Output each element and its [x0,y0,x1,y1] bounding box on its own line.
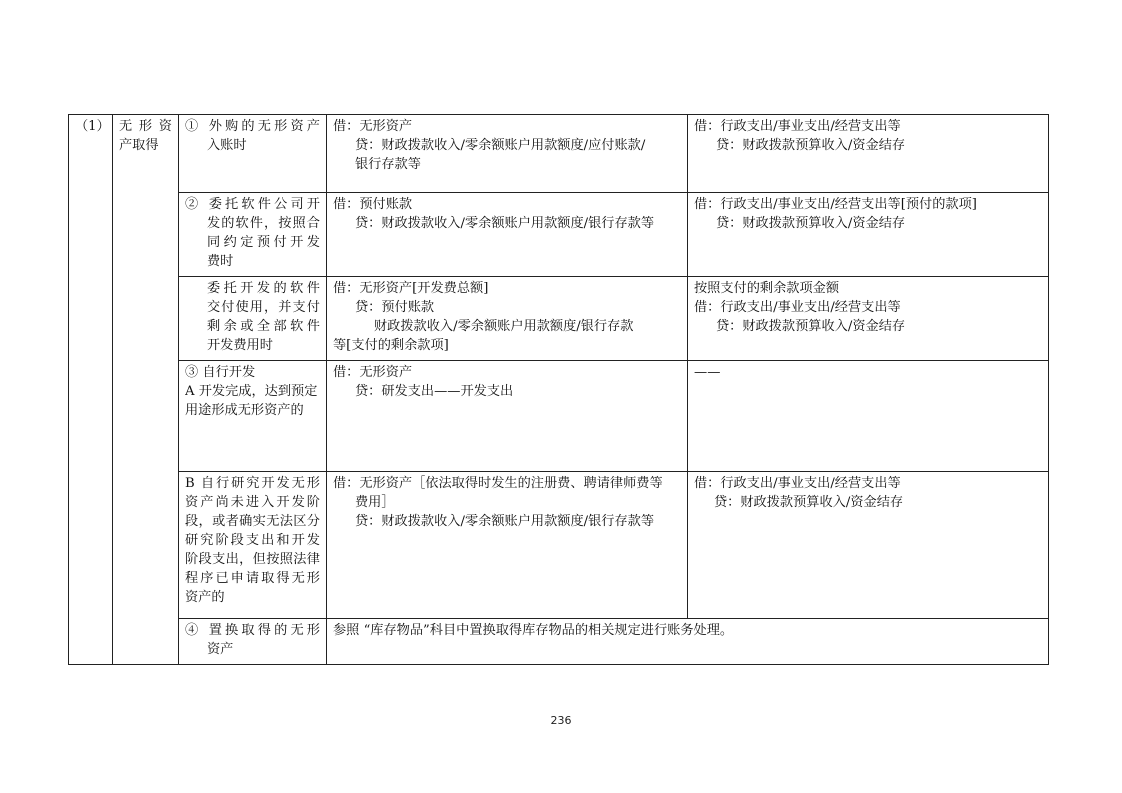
budget-line: 借：行政支出/事业支出/经营支出等 [694,300,901,315]
entry-line: 贷：财政拨款收入/零余额账户用款额度/银行存款等 [355,514,655,529]
budget-line: 借：行政支出/事业支出/经营支出等 [694,476,901,491]
situation-line: 阶段支出，但按照法律 [185,552,320,567]
budget-entry-cell [688,115,1049,193]
situation-line: 开发费用时 [207,338,273,353]
entry-line: 等[支付的剩余款项] [333,338,449,353]
accounting-table [68,114,1049,665]
financial-entry-cell [327,115,688,193]
situation-line: ① 外购的无形资产 [185,119,320,134]
financial-entry-cell [327,277,688,361]
financial-entry-cell [327,193,688,277]
budget-line: 按照支付的剩余款项金额 [694,281,840,296]
situation-line: 研究阶段支出和开发 [185,533,320,548]
situation-line: 资产 [207,642,234,657]
section-type-line: 无形资 [119,119,172,134]
entry-line: 费用］ [355,495,395,510]
situation-line: 资产的 [185,590,225,605]
situation-line: 资产尚未进入开发阶 [185,495,320,510]
situation-line: A 开发完成，达到预定 [185,384,318,399]
table-row [69,361,1049,472]
situation-line: ② 委托软件公司开 [185,197,320,212]
situation-line: 剩余或全部软件 [207,319,320,334]
financial-entry-cell [327,361,688,472]
situation-line: 入账时 [207,138,247,153]
situation-cell [179,193,327,277]
situation-cell [179,361,327,472]
merged-entry-text: 参照 “库存物品”科目中置换取得库存物品的相关规定进行账务处理。 [333,623,734,638]
budget-entry-cell [688,472,1049,619]
situation-cell [179,277,327,361]
budget-line: 贷：财政拨款预算收入/资金结存 [714,495,904,510]
situation-line: 交付使用，并支付 [207,300,320,315]
situation-line: ③ 自行开发 [185,365,256,380]
section-type [113,115,179,665]
budget-line: —— [694,365,721,380]
situation-line: 委托开发的软件 [207,281,320,296]
page-number: 236 [550,714,572,727]
budget-line: 借：行政支出/事业支出/经营支出等[预付的款项] [694,197,977,212]
budget-entry-cell [688,361,1049,472]
entry-line: 借：无形资产［依法取得时发生的注册费、聘请律师费等 [333,476,663,491]
situation-line: 用途形成无形资产的 [185,403,304,418]
situation-line: 同约定预付开发 [207,235,320,250]
table-row [69,619,1049,665]
situation-line: 费时 [207,254,234,269]
section-number: （1） [69,115,113,665]
situation-line: 段，或者确实无法区分 [185,514,320,529]
entry-line: 借：无形资产 [333,119,413,134]
entry-line: 贷：预付账款 [355,300,435,315]
financial-entry-cell [327,472,688,619]
entry-line: 借：无形资产[开发费总额] [333,281,489,296]
situation-line: ④ 置换取得的无形 [185,623,320,638]
entry-line: 银行存款等 [355,157,421,172]
budget-line: 贷：财政拨款预算收入/资金结存 [716,319,906,334]
table-row [69,472,1049,619]
situation-cell [179,619,327,665]
table-row [69,277,1049,361]
budget-line: 贷：财政拨款预算收入/资金结存 [716,138,906,153]
entry-line: 财政拨款收入/零余额账户用款额度/银行存款 [374,319,634,334]
table-row [69,115,1049,193]
situation-line: 发的软件，按照合 [207,216,320,231]
situation-cell [179,115,327,193]
entry-line: 借：无形资产 [333,365,413,380]
entry-line: 借：预付账款 [333,197,413,212]
entry-line: 贷：财政拨款收入/零余额账户用款额度/银行存款等 [355,216,655,231]
entry-line: 贷：研发支出——开发支出 [355,384,514,399]
situation-line: B 自行研究开发无形 [185,476,320,491]
entry-line: 贷：财政拨款收入/零余额账户用款额度/应付账款/ [355,138,646,153]
budget-entry-cell [688,193,1049,277]
budget-entry-cell [688,277,1049,361]
budget-line: 贷：财政拨款预算收入/资金结存 [716,216,906,231]
table-row [69,193,1049,277]
situation-line: 程序已申请取得无形 [185,571,320,586]
merged-entry-cell [327,619,1049,665]
budget-line: 借：行政支出/事业支出/经营支出等 [694,119,901,134]
situation-cell [179,472,327,619]
section-type-line: 产取得 [119,138,159,153]
